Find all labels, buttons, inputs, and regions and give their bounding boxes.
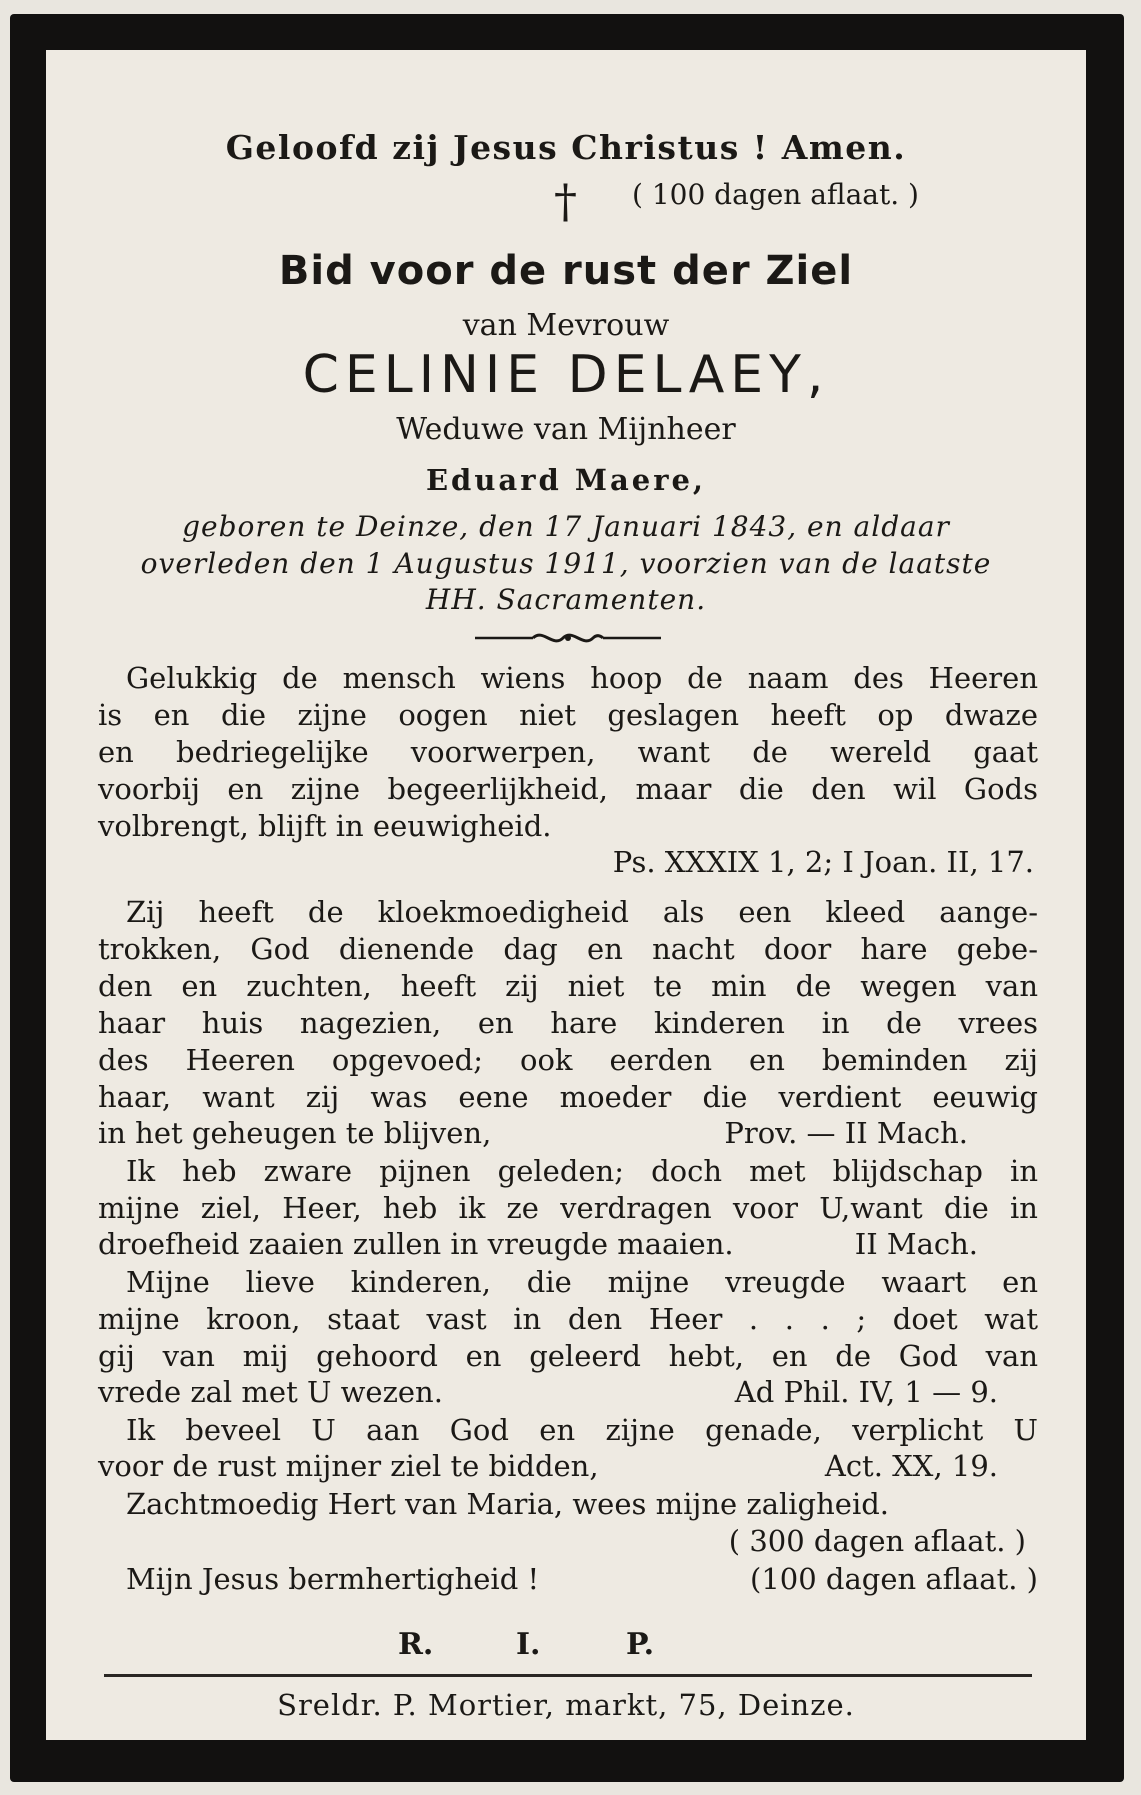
text-line: haar huis nagezien, en hare kinderen in de vrees [98, 1006, 1038, 1040]
text-line: voorbij en zijne begeerlijkheid, maar die den wil Gods [98, 772, 1038, 806]
text-line: trokken, God dienende dag en nacht door hare gebe- [98, 932, 1038, 966]
paragraph-5 [98, 1412, 1038, 1449]
text-line: Zachtmoedig Hert van Maria, wees mijne zaligheid. [126, 1487, 890, 1521]
text-line: Mijn Jesus bermhertigheid ! [126, 1562, 540, 1596]
prayer-heading: Bid voor de rust der Ziel [278, 248, 854, 294]
text-line: haar, want zij was eene moeder die verdient eeuwig [98, 1080, 1038, 1114]
text-line: mijne kroon, staat vast in den Heer . . . ; doet wat [98, 1302, 1038, 1336]
scripture-reference-4: Ad Phil. IV, 1 — 9. [734, 1375, 998, 1409]
bio-line-2: overleden den 1 Augustus 1911, voorzien van de laatste [140, 547, 992, 580]
paragraph-5-last-row [98, 1449, 1038, 1483]
text-line: Gelukkig de mensch wiens hoop de naam des Heeren [126, 661, 1038, 695]
printer-imprint: Sreldr. P. Mortier, markt, 75, Deinze. [277, 1688, 855, 1722]
text-line: des Heeren opgevoed; ook eerden en beminden zij [98, 1043, 1038, 1077]
bio-line-3: HH. Sacramenten. [425, 583, 707, 616]
text-line: gij van mij gehoord en geleerd hebt, en de God van [98, 1339, 1038, 1373]
paragraph-2-last-row [98, 1116, 1038, 1150]
indulgence-100: (100 dagen aflaat. ) [750, 1562, 1038, 1596]
scripture-reference-2: Prov. — II Mach. [724, 1116, 968, 1150]
paragraph-3-last-row [98, 1227, 1038, 1261]
paragraph-2 [98, 894, 1038, 1116]
text-line: Zij heeft de kloekmoedigheid als een kleed aange- [126, 895, 1038, 929]
van-mevrouw: van Mevrouw [462, 308, 670, 343]
cross-icon: † [554, 174, 577, 228]
text-line: vrede zal met U wezen. [98, 1375, 443, 1409]
rip-p: P. [626, 1627, 655, 1662]
text-line: droefheid zaaien zullen in vreugde maaien. [98, 1227, 734, 1261]
indulgence-300: ( 300 dagen aflaat. ) [728, 1524, 1026, 1558]
scripture-reference-3: II Mach. [854, 1227, 978, 1261]
deceased-name: CELINIE DELAEY, [302, 345, 830, 405]
rip-i: I. [516, 1627, 541, 1662]
ornament-divider [473, 626, 663, 650]
text-line: den en zuchten, heeft zij niet te min de wegen van [98, 969, 1038, 1003]
widow-of: Weduwe van Mijnheer [396, 412, 736, 447]
paragraph-7 [126, 1562, 1038, 1596]
paragraph-1 [98, 660, 1038, 845]
text-line: voor de rust mijner ziel te bidden, [98, 1449, 599, 1483]
text-line: mijne ziel, Heer, heb ik ze verdragen voor U,want die in [98, 1191, 1038, 1225]
paragraph-6 [126, 1487, 1038, 1521]
text-line: en bedriegelijke voorwerpen, want de wereld gaat [98, 735, 1038, 769]
text-line: in het geheugen te blijven, [98, 1116, 492, 1150]
text-line: volbrengt, blijft in eeuwigheid. [98, 809, 552, 843]
scripture-reference-1: Ps. XXXIX 1, 2; I Joan. II, 17. [612, 845, 1034, 879]
memorial-card [46, 50, 1086, 1740]
footer-rule [104, 1674, 1032, 1677]
husband-name: Eduard Maere, [425, 463, 707, 497]
paragraph-3 [98, 1153, 1038, 1227]
text-line: Mijne lieve kinderen, die mijne vreugde waart en [126, 1265, 1038, 1299]
paragraph-4 [98, 1264, 1038, 1375]
text-line: is en die zijne oogen niet geslagen heeft op dwaze [98, 698, 1038, 732]
text-line: Ik heb zware pijnen geleden; doch met blijdschap in [126, 1154, 1038, 1188]
bio-line-1: geboren te Deinze, den 17 Januari 1843, en aldaar [182, 510, 950, 543]
mourning-card-border [10, 14, 1124, 1782]
text-line: Ik beveel U aan God en zijne genade, verplicht U [126, 1413, 1038, 1447]
scripture-reference-5: Act. XX, 19. [824, 1449, 998, 1483]
header-indulgence: ( 100 dagen aflaat. ) [632, 178, 919, 211]
header-blessing: Geloofd zij Jesus Christus ! Amen. [225, 128, 907, 167]
paragraph-4-last-row [98, 1375, 1038, 1409]
rip-r: R. [398, 1627, 434, 1662]
